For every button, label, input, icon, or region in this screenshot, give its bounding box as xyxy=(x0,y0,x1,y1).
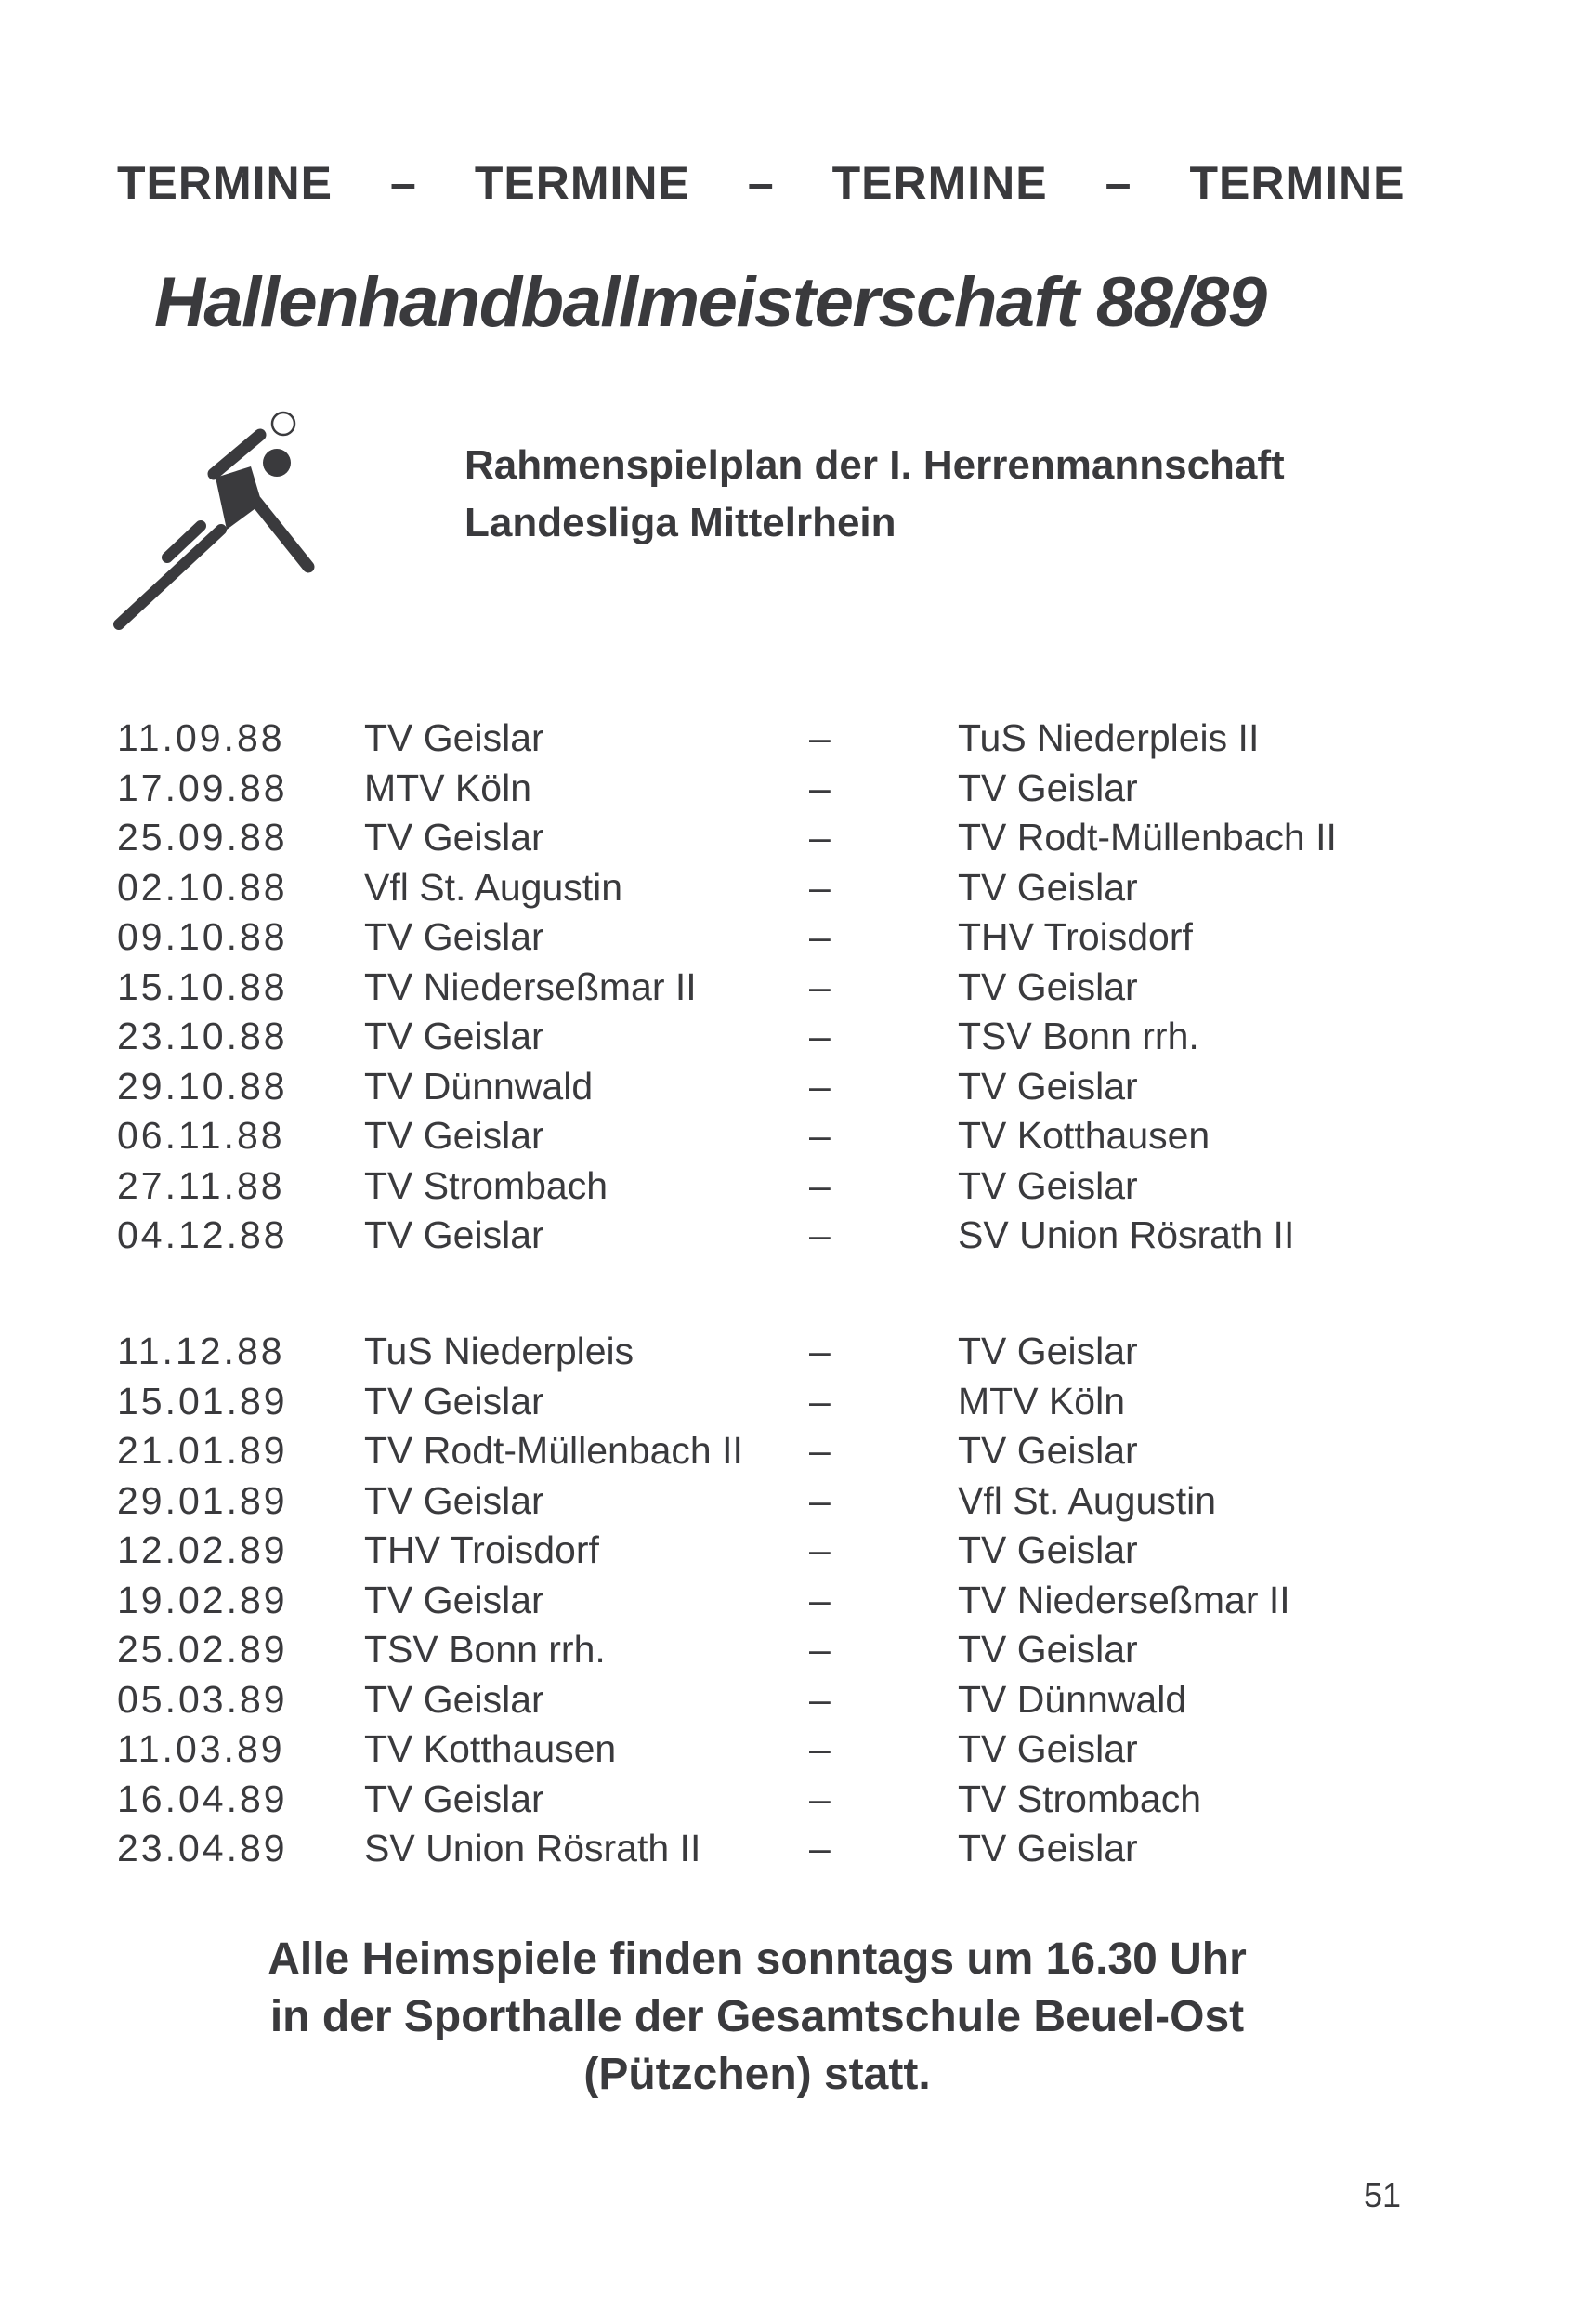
home-team: TV Geislar xyxy=(364,1578,544,1621)
home-team: SV Union Rösrath II xyxy=(364,1827,701,1869)
home-team: TV Geislar xyxy=(364,716,544,759)
home-team: TuS Niederpleis xyxy=(364,1330,634,1372)
away-team: TV Dünnwald xyxy=(958,1677,1187,1721)
table-row xyxy=(117,1062,1436,1112)
match-date: 29.01.89 xyxy=(117,1478,288,1522)
table-row xyxy=(117,1824,1436,1874)
subtitle-team: Rahmenspielplan der I. Herrenmannschaft xyxy=(464,442,1285,488)
schedule-second-half xyxy=(117,1327,1436,1874)
away-team: TV Geislar xyxy=(958,1429,1138,1472)
subtitle-league: Landesliga Mittelrhein xyxy=(464,500,896,545)
table-row xyxy=(117,1576,1436,1626)
versus-dash: – xyxy=(809,1015,831,1057)
handball-player-icon xyxy=(111,400,325,632)
away-team: TV Geislar xyxy=(958,1628,1138,1671)
versus-dash: – xyxy=(809,1827,831,1869)
match-date: 23.04.89 xyxy=(117,1827,288,1869)
home-team: TV Geislar xyxy=(364,1015,544,1057)
page-title: Hallenhandballmeisterschaft 88/89 xyxy=(154,263,1266,342)
match-date: 15.01.89 xyxy=(117,1379,288,1423)
table-row xyxy=(117,1526,1436,1576)
match-date: 02.10.88 xyxy=(117,865,288,909)
home-team: TV Geislar xyxy=(364,1213,544,1256)
match-date: 11.03.89 xyxy=(117,1727,285,1770)
home-team: TSV Bonn rrh. xyxy=(364,1628,606,1671)
away-team: TV Geislar xyxy=(958,1727,1138,1770)
match-date: 11.12.88 xyxy=(117,1330,285,1372)
away-team: TV Geislar xyxy=(958,1163,1138,1207)
versus-dash: – xyxy=(809,964,831,1008)
match-date: 04.12.88 xyxy=(117,1213,288,1256)
away-team: TV Strombach xyxy=(958,1777,1202,1820)
header-banner xyxy=(117,156,1418,210)
table-row xyxy=(117,1161,1436,1212)
table-row xyxy=(117,1476,1436,1527)
versus-dash: – xyxy=(809,766,831,809)
home-team: TV Geislar xyxy=(364,816,544,859)
header-word: TERMINE xyxy=(1189,157,1406,209)
versus-dash: – xyxy=(809,1628,831,1671)
versus-dash: – xyxy=(809,1114,831,1157)
versus-dash: – xyxy=(809,1213,831,1256)
away-team: TV Niederseßmar II xyxy=(958,1578,1290,1621)
home-team: Vfl St. Augustin xyxy=(364,865,623,909)
away-team: TV Geislar xyxy=(958,1528,1138,1571)
header-separator: – xyxy=(1105,157,1132,209)
match-date: 25.02.89 xyxy=(117,1628,288,1671)
match-date: 27.11.88 xyxy=(117,1163,285,1207)
table-row xyxy=(117,764,1436,814)
home-team: TV Geislar xyxy=(364,915,544,958)
versus-dash: – xyxy=(809,1379,831,1423)
away-team: THV Troisdorf xyxy=(958,915,1193,958)
home-team: TV Niederseßmar II xyxy=(364,964,697,1008)
versus-dash: – xyxy=(809,816,831,859)
away-team: SV Union Rösrath II xyxy=(958,1213,1295,1256)
match-date: 15.10.88 xyxy=(117,964,288,1008)
home-team: THV Troisdorf xyxy=(364,1528,599,1571)
versus-dash: – xyxy=(809,1727,831,1770)
away-team: TV Geislar xyxy=(958,766,1138,809)
home-team: TV Geislar xyxy=(364,1677,544,1721)
table-row xyxy=(117,1675,1436,1725)
away-team: TV Geislar xyxy=(958,964,1138,1008)
venue-note-line: (Pützchen) statt. xyxy=(583,2050,931,2099)
table-row xyxy=(117,863,1436,913)
away-team: Vfl St. Augustin xyxy=(958,1478,1217,1522)
table-row xyxy=(117,1625,1436,1675)
versus-dash: – xyxy=(809,1528,831,1571)
versus-dash: – xyxy=(809,1064,831,1108)
match-date: 12.02.89 xyxy=(117,1528,288,1571)
header-word: TERMINE xyxy=(117,157,333,209)
away-team: MTV Köln xyxy=(958,1379,1125,1423)
away-team: TV Kotthausen xyxy=(958,1114,1210,1157)
schedule-first-half xyxy=(117,714,1436,1261)
match-date: 17.09.88 xyxy=(117,766,288,809)
table-row xyxy=(117,1111,1436,1161)
home-team: TV Rodt-Müllenbach II xyxy=(364,1429,743,1472)
versus-dash: – xyxy=(809,915,831,958)
match-date: 19.02.89 xyxy=(117,1578,288,1621)
table-row xyxy=(117,1377,1436,1427)
table-row xyxy=(117,963,1436,1013)
match-date: 25.09.88 xyxy=(117,816,288,859)
home-team: TV Geislar xyxy=(364,1379,544,1423)
table-row xyxy=(117,1327,1436,1377)
table-row xyxy=(117,714,1436,764)
home-team: TV Geislar xyxy=(364,1478,544,1522)
table-row xyxy=(117,1775,1436,1825)
away-team: TV Geislar xyxy=(958,1064,1138,1108)
versus-dash: – xyxy=(809,1777,831,1820)
match-date: 29.10.88 xyxy=(117,1064,288,1108)
match-date: 23.10.88 xyxy=(117,1015,288,1057)
table-row xyxy=(117,912,1436,963)
versus-dash: – xyxy=(809,865,831,909)
table-row xyxy=(117,1211,1436,1261)
header-separator: – xyxy=(747,157,775,209)
match-date: 16.04.89 xyxy=(117,1777,288,1820)
versus-dash: – xyxy=(809,1429,831,1472)
page-number: 51 xyxy=(1364,2176,1402,2214)
venue-note-line: in der Sporthalle der Gesamtschule Beuel-Ost xyxy=(269,1992,1245,2041)
versus-dash: – xyxy=(809,1163,831,1207)
header-word: TERMINE xyxy=(474,157,690,209)
header-separator: – xyxy=(390,157,417,209)
versus-dash: – xyxy=(809,1677,831,1721)
match-date: 06.11.88 xyxy=(117,1114,285,1157)
table-row xyxy=(117,1426,1436,1476)
home-team: TV Dünnwald xyxy=(364,1064,594,1108)
table-row xyxy=(117,813,1436,863)
versus-dash: – xyxy=(809,1578,831,1621)
away-team: TV Geislar xyxy=(958,1330,1138,1372)
home-team: MTV Köln xyxy=(364,766,531,809)
away-team: TuS Niederpleis II xyxy=(958,716,1260,759)
versus-dash: – xyxy=(809,716,831,759)
away-team: TSV Bonn rrh. xyxy=(958,1015,1199,1057)
match-date: 05.03.89 xyxy=(117,1677,288,1721)
match-date: 09.10.88 xyxy=(117,915,288,958)
away-team: TV Geislar xyxy=(958,865,1138,909)
venue-note-line: Alle Heimspiele finden sonntags um 16.30 Uhr xyxy=(268,1934,1247,1984)
table-row xyxy=(117,1724,1436,1775)
home-team: TV Strombach xyxy=(364,1163,608,1207)
table-row xyxy=(117,1012,1436,1062)
home-team: TV Kotthausen xyxy=(364,1727,617,1770)
away-team: TV Geislar xyxy=(958,1827,1138,1869)
home-team: TV Geislar xyxy=(364,1777,544,1820)
versus-dash: – xyxy=(809,1330,831,1372)
versus-dash: – xyxy=(809,1478,831,1522)
home-team: TV Geislar xyxy=(364,1114,544,1157)
venue-note xyxy=(149,1931,1366,2104)
match-date: 21.01.89 xyxy=(117,1429,288,1472)
header-word: TERMINE xyxy=(831,157,1048,209)
subtitle xyxy=(464,437,1285,552)
match-date: 11.09.88 xyxy=(117,716,285,759)
away-team: TV Rodt-Müllenbach II xyxy=(958,816,1337,859)
